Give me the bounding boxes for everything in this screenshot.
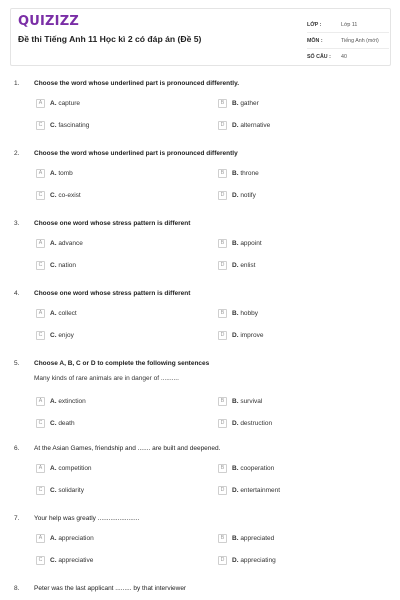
option-letter: B.: [232, 309, 239, 317]
option-label: [50, 310, 77, 317]
answer-option-c[interactable]: [36, 190, 81, 200]
question-text: Peter was the last applicant ......... by that interviewer: [34, 585, 187, 592]
meta-row-subject: [307, 33, 389, 49]
meta-key: LỚP :: [307, 21, 322, 28]
answer-option-d[interactable]: [218, 555, 276, 565]
option-text: appreciation: [58, 534, 94, 542]
option-label: [232, 100, 259, 107]
question-text: Choose A, B, C or D to complete the following sentences: [34, 360, 210, 367]
option-letter: C.: [50, 331, 57, 339]
option-letter: D.: [232, 556, 239, 564]
option-label: [232, 122, 270, 129]
option-text: destruction: [240, 419, 273, 427]
option-checkbox[interactable]: B: [218, 309, 227, 318]
option-letter: A.: [50, 239, 57, 247]
option-checkbox[interactable]: C: [36, 331, 45, 340]
question-text: At the Asian Games, friendship and ....... are built and deepened.: [34, 445, 221, 452]
option-text: appreciating: [240, 556, 276, 564]
question-text: Choose one word whose stress pattern is different: [34, 290, 191, 297]
option-text: capture: [58, 99, 80, 107]
option-label: [232, 332, 263, 339]
question-number: 7.: [14, 515, 20, 522]
option-label: [50, 332, 74, 339]
question-number: 5.: [14, 360, 20, 367]
option-checkbox[interactable]: C: [36, 261, 45, 270]
answer-option-c[interactable]: [36, 485, 84, 495]
option-label: [50, 100, 80, 107]
quizizz-logo: QUIZIZZ: [18, 14, 79, 29]
option-checkbox[interactable]: A: [36, 464, 45, 473]
answer-option-b[interactable]: [218, 308, 258, 318]
option-text: competition: [58, 464, 92, 472]
option-label: [232, 262, 256, 269]
answer-option-c[interactable]: [36, 418, 75, 428]
question-number: 2.: [14, 150, 20, 157]
option-label: [50, 535, 94, 542]
option-letter: A.: [50, 464, 57, 472]
document-header: [10, 8, 391, 66]
option-letter: D.: [232, 261, 239, 269]
option-letter: D.: [232, 331, 239, 339]
option-letter: A.: [50, 397, 57, 405]
meta-row-count: [307, 49, 389, 65]
option-checkbox[interactable]: B: [218, 239, 227, 248]
option-label: [232, 398, 262, 405]
option-letter: C.: [50, 121, 57, 129]
option-label: [232, 240, 262, 247]
option-text: enlist: [240, 261, 256, 269]
option-label: [50, 465, 92, 472]
question-text: Your help was greatly .......................: [34, 515, 140, 522]
option-checkbox[interactable]: B: [218, 464, 227, 473]
option-text: fascinating: [58, 121, 90, 129]
option-text: nation: [58, 261, 77, 269]
option-letter: C.: [50, 191, 57, 199]
option-text: gather: [240, 99, 259, 107]
answer-option-d[interactable]: [218, 190, 256, 200]
option-label: [50, 262, 76, 269]
answer-option-c[interactable]: [36, 555, 93, 565]
option-text: throne: [240, 169, 259, 177]
answer-option-d[interactable]: [218, 330, 263, 340]
option-checkbox[interactable]: A: [36, 169, 45, 178]
option-checkbox[interactable]: B: [218, 99, 227, 108]
option-checkbox[interactable]: B: [218, 534, 227, 543]
question-number: 3.: [14, 220, 20, 227]
option-text: death: [58, 419, 75, 427]
meta-table: [307, 17, 389, 65]
option-checkbox[interactable]: D: [218, 121, 227, 130]
answer-option-b[interactable]: [218, 396, 262, 406]
option-checkbox[interactable]: B: [218, 397, 227, 406]
meta-key: MÔN :: [307, 37, 323, 44]
option-text: extinction: [58, 397, 86, 405]
question-text: Choose the word whose underlined part is pronounced differently.: [34, 80, 240, 87]
option-checkbox[interactable]: C: [36, 191, 45, 200]
question-number: 6.: [14, 445, 20, 452]
option-label: [50, 170, 73, 177]
option-text: improve: [240, 331, 264, 339]
option-letter: D.: [232, 419, 239, 427]
option-letter: D.: [232, 486, 239, 494]
option-text: appreciative: [58, 556, 94, 564]
option-text: notify: [240, 191, 256, 199]
option-checkbox[interactable]: D: [218, 556, 227, 565]
answer-option-a[interactable]: [36, 238, 83, 248]
option-checkbox[interactable]: D: [218, 419, 227, 428]
option-text: survival: [240, 397, 263, 405]
meta-value: 40: [341, 54, 347, 60]
option-text: collect: [58, 309, 77, 317]
option-text: alternative: [240, 121, 271, 129]
answer-option-a[interactable]: [36, 463, 92, 473]
answer-option-a[interactable]: [36, 98, 80, 108]
option-label: [50, 557, 93, 564]
option-letter: D.: [232, 191, 239, 199]
option-checkbox[interactable]: D: [218, 191, 227, 200]
option-label: [232, 557, 276, 564]
option-checkbox[interactable]: D: [218, 486, 227, 495]
option-text: hobby: [240, 309, 259, 317]
answer-option-c[interactable]: [36, 120, 89, 130]
question-text: Choose the word whose underlined part is pronounced differently: [34, 150, 238, 157]
option-letter: D.: [232, 121, 239, 129]
option-letter: C.: [50, 556, 57, 564]
option-checkbox[interactable]: C: [36, 121, 45, 130]
option-checkbox[interactable]: C: [36, 419, 45, 428]
answer-option-b[interactable]: [218, 463, 274, 473]
answer-option-a[interactable]: [36, 533, 94, 543]
option-checkbox[interactable]: A: [36, 534, 45, 543]
option-letter: A.: [50, 99, 57, 107]
option-letter: B.: [232, 239, 239, 247]
option-letter: A.: [50, 169, 57, 177]
option-text: enjoy: [58, 331, 74, 339]
option-label: [232, 535, 274, 542]
option-label: [232, 420, 272, 427]
page-title: Đề thi Tiếng Anh 11 Học kì 2 có đáp án (Đề 5): [18, 34, 202, 44]
option-checkbox[interactable]: A: [36, 309, 45, 318]
meta-value: Tiếng Anh (mới): [341, 37, 379, 44]
answer-option-c[interactable]: [36, 260, 76, 270]
option-letter: B.: [232, 464, 239, 472]
option-label: [50, 122, 89, 129]
option-label: [232, 170, 259, 177]
question-prompt: Many kinds of rare animals are in danger of ..........: [34, 375, 179, 382]
question-text: Choose one word whose stress pattern is different: [34, 220, 191, 227]
answer-option-d[interactable]: [218, 260, 256, 270]
option-label: [50, 487, 84, 494]
option-text: advance: [58, 239, 83, 247]
option-label: [232, 192, 256, 199]
option-checkbox[interactable]: D: [218, 261, 227, 270]
option-checkbox[interactable]: B: [218, 169, 227, 178]
answer-option-b[interactable]: [218, 98, 259, 108]
option-letter: B.: [232, 169, 239, 177]
option-letter: A.: [50, 309, 57, 317]
option-label: [232, 310, 258, 317]
question-number: 1.: [14, 80, 20, 87]
option-letter: A.: [50, 534, 57, 542]
option-letter: B.: [232, 534, 239, 542]
option-checkbox[interactable]: C: [36, 486, 45, 495]
option-checkbox[interactable]: A: [36, 397, 45, 406]
option-letter: B.: [232, 397, 239, 405]
answer-option-a[interactable]: [36, 396, 86, 406]
option-checkbox[interactable]: D: [218, 331, 227, 340]
option-text: solidarity: [58, 486, 84, 494]
meta-key: SỐ CÂU :: [307, 54, 331, 60]
option-checkbox[interactable]: C: [36, 556, 45, 565]
option-checkbox[interactable]: A: [36, 239, 45, 248]
answer-option-a[interactable]: [36, 308, 77, 318]
meta-row-class: [307, 17, 389, 33]
option-label: [50, 398, 86, 405]
option-label: [232, 465, 274, 472]
option-text: entertainment: [240, 486, 281, 494]
answer-option-a[interactable]: [36, 168, 73, 178]
answer-option-b[interactable]: [218, 238, 262, 248]
option-letter: C.: [50, 261, 57, 269]
question-number: 4.: [14, 290, 20, 297]
option-label: [232, 487, 280, 494]
answer-option-d[interactable]: [218, 485, 280, 495]
option-label: [50, 192, 81, 199]
option-letter: C.: [50, 486, 57, 494]
meta-value: Lớp 11: [341, 21, 358, 28]
option-text: tomb: [58, 169, 73, 177]
option-text: appoint: [240, 239, 262, 247]
option-text: cooperation: [240, 464, 275, 472]
answer-option-d[interactable]: [218, 418, 272, 428]
option-text: co-exist: [58, 191, 81, 199]
option-text: appreciated: [240, 534, 275, 542]
answer-option-b[interactable]: [218, 168, 259, 178]
option-label: [50, 420, 75, 427]
answer-option-d[interactable]: [218, 120, 270, 130]
option-letter: B.: [232, 99, 239, 107]
option-label: [50, 240, 83, 247]
answer-option-c[interactable]: [36, 330, 74, 340]
answer-option-b[interactable]: [218, 533, 274, 543]
option-checkbox[interactable]: A: [36, 99, 45, 108]
option-letter: C.: [50, 419, 57, 427]
question-number: 8.: [14, 585, 20, 592]
